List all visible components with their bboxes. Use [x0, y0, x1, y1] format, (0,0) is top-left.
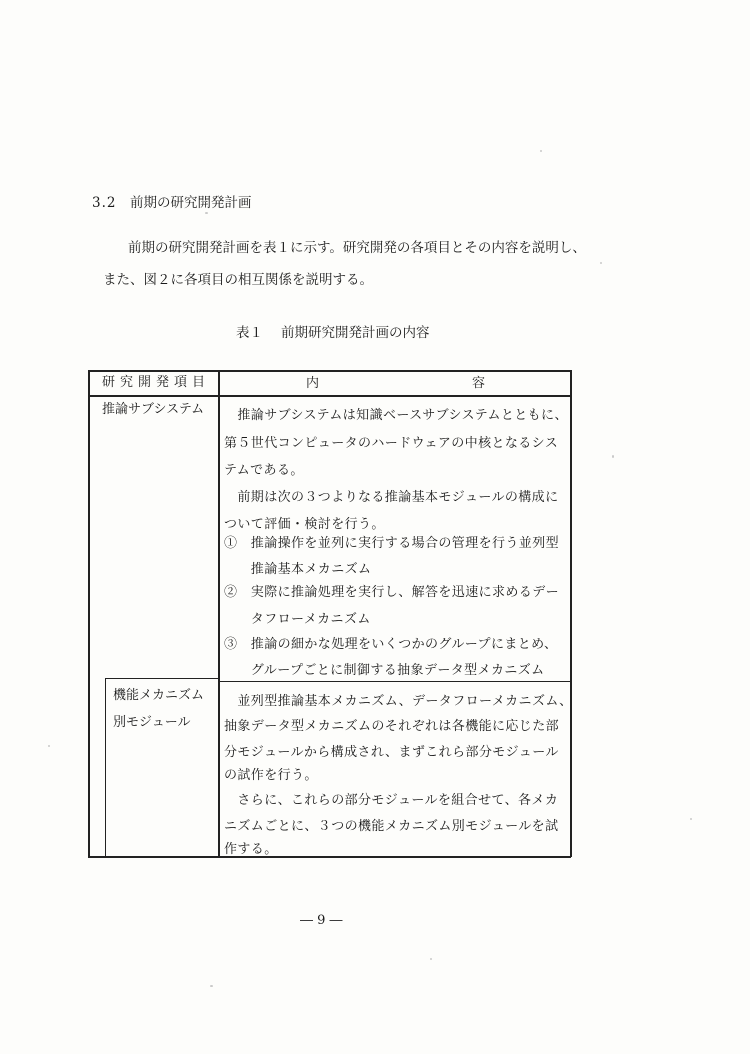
subitem-border-top — [105, 678, 219, 679]
table-column-divider — [218, 370, 220, 857]
table-row-content-line: 前期は次の３つよりなる推論基本モジュールの構成に — [224, 490, 559, 505]
subitem-border-left — [105, 678, 106, 857]
scan-speck — [205, 212, 208, 214]
section-number: 3.2 — [92, 195, 117, 211]
table-border-left — [88, 370, 90, 857]
table-row-content-line: ③ 推論の細かな処理をいくつかのグループにまとめ、 — [224, 637, 558, 652]
table-row-content-line: ① 推論操作を並列に実行する場合の管理を行う並列型 — [224, 536, 560, 551]
scan-speck — [48, 745, 50, 747]
table-row-content-line: ② 実際に推論処理を実行し、解答を迅速に求めるデー — [224, 585, 560, 600]
table-row-content-line: グループごとに制御する抽象データ型メカニズム — [224, 663, 545, 678]
table-border-top — [88, 370, 571, 372]
table-row-divider — [218, 681, 571, 682]
table-header-divider — [88, 395, 571, 397]
table-row-item: 推論サブシステム — [102, 402, 205, 417]
table-row-content-line: の試作を行う。 — [224, 768, 318, 783]
table-caption — [236, 327, 430, 341]
table-row-content-line: ニズムごとに、３つの機能メカニズム別モジュールを試 — [224, 819, 559, 834]
table-row-item: 別モジュール — [113, 715, 191, 730]
table-row-item: 機能メカニズム — [113, 688, 205, 703]
scan-speck — [430, 958, 432, 960]
intro-line: また、図２に各項目の相互関係を説明する。 — [103, 272, 373, 288]
page-number: ― 9 ― — [300, 913, 343, 928]
table-header-content: 容 — [472, 376, 486, 391]
table-row-content-line: テムである。 — [224, 463, 304, 478]
table-row-content-line: 作する。 — [224, 842, 278, 857]
table-row-content-line: タフローメカニズム — [224, 612, 371, 627]
table-row-content-line: ついて評価・検討を行う。 — [224, 517, 385, 532]
table-row-content-line: 抽象データ型メカニズムのそれぞれは各機能に応じた部 — [224, 719, 560, 734]
intro-line: 前期の研究開発計画を表１に示す。研究開発の各項目とその内容を説明し、 — [128, 240, 586, 256]
section-title: 前期の研究開発計画 — [130, 195, 252, 211]
table-row-content-line: 推論サブシステムは知識ベースサブシステムとともに、 — [224, 408, 568, 423]
table-row-content-line: 分モジュールから構成され、まずこれら部分モジュール — [224, 745, 559, 760]
table-row-content-line: 並列型推論基本メカニズム、データフローメカニズム、 — [224, 694, 573, 709]
scan-speck — [540, 150, 542, 152]
scan-speck — [612, 455, 614, 458]
table-row-content-line: 推論基本メカニズム — [224, 562, 372, 577]
scan-speck — [600, 262, 602, 264]
scan-speck — [690, 818, 692, 820]
table-header-content: 内 — [306, 376, 320, 391]
table-caption-label: 表１ — [236, 325, 263, 341]
table-row-content-line: さらに、これらの部分モジュールを組合せて、各メカ — [224, 793, 559, 808]
table-row-content-line: 第５世代コンピュータのハードウェアの中核となるシス — [224, 436, 559, 451]
table-header-item: 研究開発項目 — [102, 375, 211, 390]
table-border-bottom — [88, 856, 571, 858]
section-heading — [92, 197, 252, 211]
table-caption-title: 前期研究開発計画の内容 — [281, 325, 430, 341]
table-border-right — [570, 370, 572, 857]
scan-speck — [210, 985, 213, 987]
